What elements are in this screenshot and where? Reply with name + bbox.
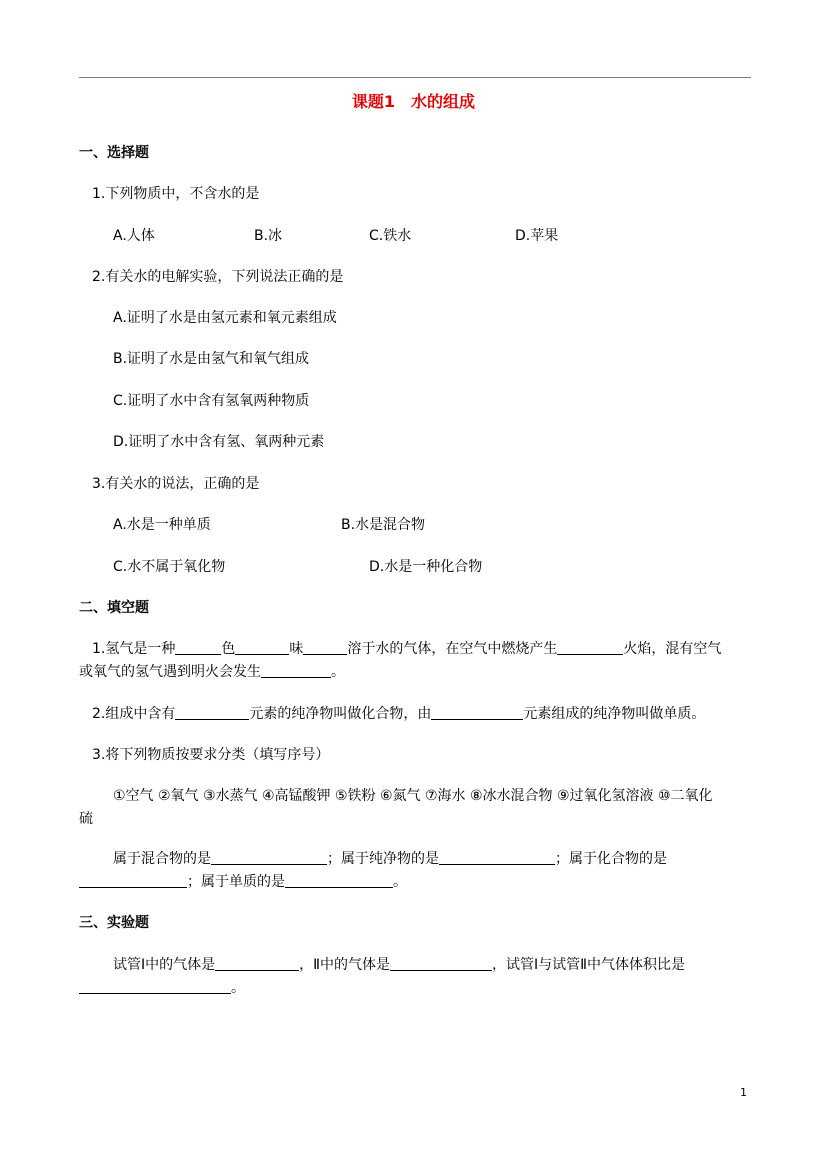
f3-classify-line2 [79, 873, 407, 891]
q2-option-b: B.证明了水是由氢气和氧气组成 [113, 351, 310, 367]
e1-blank-ratio[interactable] [79, 979, 231, 994]
f1-blank-flame[interactable] [557, 640, 623, 655]
q2-option-a: A.证明了水是由氢元素和氧元素组成 [113, 310, 337, 326]
page-title: 课题1 水的组成 [351, 92, 476, 111]
f1-text-6: 或氧气的氢气遇到明火会发生 [79, 664, 261, 680]
f3-stem: 3.将下列物质按要求分类（填写序号） [92, 747, 330, 763]
q1-option-a: A.人体 [113, 228, 155, 244]
f3-label-element: ；属于单质的是 [187, 874, 285, 890]
f2-text-1: 2.组成中含有 [92, 706, 176, 722]
f1-line1 [92, 640, 721, 658]
q2-option-d: D.证明了水中含有氢、氧两种元素 [113, 434, 325, 450]
f3-substance-list: ①空气 ②氧气 ③水蒸气 ④高锰酸钾 ⑤铁粉 ⑥氮气 ⑦海水 ⑧冰水混合物 ⑨过氧化氢溶液 ⑩二氧化 [113, 788, 713, 804]
f2-line [92, 705, 705, 723]
f2-text-3: 元素组成的纯净物叫做单质。 [523, 706, 706, 722]
q2-option-c: C.证明了水中含有氢氧两种物质 [113, 393, 310, 409]
q2-stem: 2.有关水的电解实验，下列说法正确的是 [92, 269, 344, 285]
f1-blank-reaction[interactable] [261, 663, 331, 678]
e1-text-1: 试管Ⅰ中的气体是 [113, 957, 216, 973]
f1-line2 [79, 663, 345, 681]
header-rule [79, 77, 751, 78]
q3-stem: 3.有关水的说法，正确的是 [92, 476, 260, 492]
e1-text-3: ，试管Ⅰ与试管Ⅱ中气体体积比是 [492, 957, 686, 973]
section-heading-experiment: 三、实验题 [79, 915, 149, 931]
q1-option-d: D.苹果 [515, 228, 559, 244]
f1-blank-solubility[interactable] [303, 640, 347, 655]
q3-option-d: D.水是一种化合物 [369, 559, 483, 575]
section-heading-choice: 一、选择题 [79, 145, 149, 161]
f1-text-5: 火焰，混有空气 [623, 641, 722, 657]
f3-text-end: 。 [393, 874, 407, 890]
f3-label-compound: ；属于化合物的是 [555, 851, 667, 867]
f1-text-2: 色 [221, 641, 236, 657]
e1-blank-gas-2[interactable] [390, 956, 492, 971]
q3-option-b: B.水是混合物 [341, 517, 426, 533]
f3-blank-compound[interactable] [79, 873, 187, 888]
f2-blank-element[interactable] [431, 705, 523, 720]
f1-blank-smell[interactable] [235, 640, 289, 655]
e1-blank-gas-1[interactable] [215, 956, 299, 971]
f3-substance-list-cont: 硫 [79, 811, 93, 827]
e1-line2 [79, 979, 245, 997]
f3-blank-element[interactable] [285, 873, 393, 888]
f1-text-7: 。 [331, 664, 345, 680]
f2-blank-compound[interactable] [175, 705, 249, 720]
f1-text-4: 溶于水的气体，在空气中燃烧产生 [347, 641, 558, 657]
f1-text-1: 1.氢气是一种 [92, 641, 176, 657]
e1-line1 [113, 956, 685, 974]
f3-label-pure: ；属于纯净物的是 [327, 851, 439, 867]
f1-blank-color[interactable] [175, 640, 221, 655]
e1-text-4: 。 [231, 980, 245, 996]
q1-stem: 1.下列物质中，不含水的是 [92, 186, 260, 202]
q1-option-c: C.铁水 [369, 228, 412, 244]
section-heading-fill: 二、填空题 [79, 600, 149, 616]
f3-label-mixture: 属于混合物的是 [113, 851, 211, 867]
f3-blank-mixture[interactable] [211, 850, 327, 865]
page-number: 1 [740, 1086, 747, 1099]
q3-option-c: C.水不属于氧化物 [113, 559, 226, 575]
e1-text-2: ，Ⅱ中的气体是 [299, 957, 391, 973]
f1-text-3: 味 [289, 641, 304, 657]
f2-text-2: 元素的纯净物叫做化合物，由 [249, 706, 432, 722]
f3-classify-line1 [113, 850, 667, 868]
q1-option-b: B.冰 [254, 228, 283, 244]
q3-option-a: A.水是一种单质 [113, 517, 211, 533]
f3-blank-pure[interactable] [439, 850, 555, 865]
